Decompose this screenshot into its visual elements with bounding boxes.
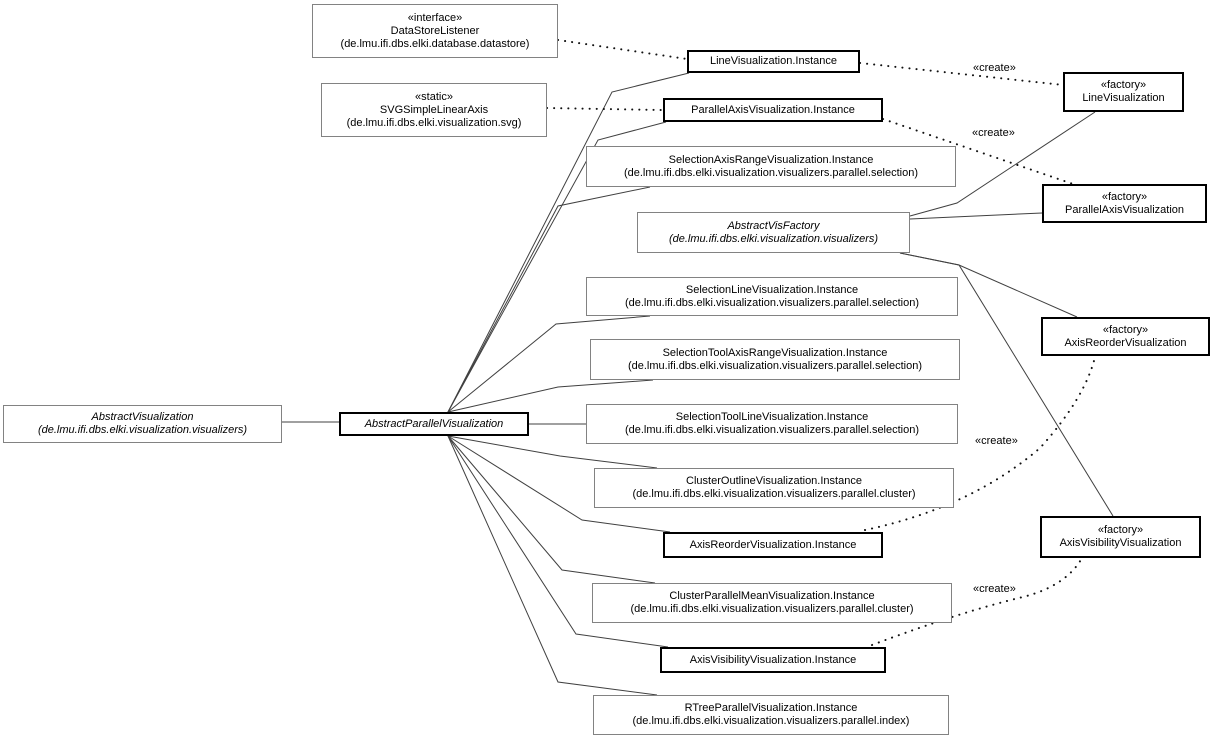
class-name: ClusterOutlineVisualization.Instance	[686, 475, 862, 487]
class-box-datastore-listener[interactable]	[312, 4, 558, 58]
class-name: SelectionToolLineVisualization.Instance	[675, 411, 869, 423]
class-box-parallel-axis-visualization-instance[interactable]	[663, 98, 883, 122]
class-name: AbstractVisFactory	[727, 219, 820, 232]
class-package: (de.lmu.ifi.dbs.elki.visualization.visualizers.parallel.selection)	[624, 296, 920, 309]
class-box-axis-visibility-visualization-instance[interactable]	[660, 647, 886, 673]
stereotype-factory: «factory»	[1101, 190, 1148, 203]
edge-abstractvisfactory-factory-parallelaxis	[910, 213, 1042, 219]
class-box-factory-axis-visibility-visualization[interactable]	[1040, 516, 1201, 558]
class-box-abstract-parallel-visualization[interactable]	[339, 412, 529, 436]
class-box-factory-parallel-axis-visualization[interactable]	[1042, 184, 1207, 223]
create-label-axis-visibility-visualization: «create»	[973, 583, 1016, 595]
class-name: AxisReorderVisualization.Instance	[689, 538, 857, 551]
edge-hub-clusterparallelmean-instance	[448, 436, 655, 583]
class-name: DataStoreListener	[390, 24, 480, 37]
create-label-parallel-axis-visualization: «create»	[972, 127, 1015, 139]
class-box-svg-simple-linear-axis[interactable]	[321, 83, 547, 137]
stereotype-interface: «interface»	[407, 11, 463, 24]
stereotype-factory: «factory»	[1100, 79, 1147, 91]
class-package: (de.lmu.ifi.dbs.elki.visualization.visualizers.parallel.selection)	[623, 166, 919, 179]
class-name: SelectionToolAxisRangeVisualization.Instance	[662, 346, 888, 359]
class-box-abstract-vis-factory[interactable]	[637, 212, 910, 253]
class-name: ClusterParallelMeanVisualization.Instance	[669, 590, 875, 602]
class-package: (de.lmu.ifi.dbs.elki.visualization.visualizers.parallel.cluster)	[632, 488, 916, 500]
class-box-line-visualization-instance[interactable]	[687, 50, 860, 73]
class-name: AxisVisibilityVisualization.Instance	[689, 653, 857, 666]
class-box-cluster-parallel-mean-visualization-instance[interactable]	[592, 583, 952, 623]
class-package: (de.lmu.ifi.dbs.elki.visualization.visualizers)	[668, 232, 879, 245]
class-box-abstract-visualization[interactable]	[3, 405, 282, 443]
class-package: (de.lmu.ifi.dbs.elki.visualization.svg)	[346, 116, 522, 129]
class-name: SelectionLineVisualization.Instance	[685, 283, 859, 296]
class-name: AbstractVisualization	[91, 411, 194, 423]
class-package: (de.lmu.ifi.dbs.elki.visualization.visualizers.parallel.index)	[632, 715, 910, 727]
class-name: AxisReorderVisualization	[1064, 336, 1187, 349]
dotted-svgsimplelinearaxis-parallelaxisvisualization-instance	[547, 108, 663, 110]
stereotype-factory: «factory»	[1097, 524, 1144, 536]
class-box-factory-axis-reorder-visualization[interactable]	[1041, 317, 1210, 356]
class-name: RTreeParallelVisualization.Instance	[684, 702, 858, 714]
class-name: ParallelAxisVisualization.Instance	[691, 103, 855, 116]
dotted-create-linevisualization	[860, 63, 1063, 85]
class-box-selection-axis-range-visualization-instance[interactable]	[586, 146, 956, 187]
class-name: LineVisualization	[1082, 92, 1165, 104]
class-package: (de.lmu.ifi.dbs.elki.visualization.visualizers.parallel.selection)	[627, 359, 923, 372]
class-package: (de.lmu.ifi.dbs.elki.visualization.visualizers.parallel.cluster)	[630, 603, 914, 615]
class-box-selection-tool-line-visualization-instance[interactable]	[586, 404, 958, 444]
class-box-rtree-parallel-visualization-instance[interactable]	[593, 695, 949, 735]
class-box-cluster-outline-visualization-instance[interactable]	[594, 468, 954, 508]
class-package: (de.lmu.ifi.dbs.elki.visualization.visualizers.parallel.selection)	[624, 424, 920, 436]
class-box-selection-line-visualization-instance[interactable]	[586, 277, 958, 316]
create-label-line-visualization: «create»	[973, 62, 1016, 74]
class-name: AxisVisibilityVisualization	[1059, 537, 1182, 549]
create-label-axis-reorder-visualization: «create»	[975, 435, 1018, 447]
class-package: (de.lmu.ifi.dbs.elki.database.datastore)	[340, 37, 530, 50]
class-name: AbstractParallelVisualization	[364, 417, 504, 430]
class-box-factory-line-visualization[interactable]	[1063, 72, 1184, 112]
class-package: (de.lmu.ifi.dbs.elki.visualization.visualizers)	[37, 424, 248, 436]
class-box-axis-reorder-visualization-instance[interactable]	[663, 532, 883, 558]
dotted-datastorelistener-linevisualization-instance	[558, 40, 687, 59]
class-name: LineVisualization.Instance	[710, 55, 837, 67]
stereotype-factory: «factory»	[1102, 323, 1149, 336]
class-box-selection-tool-axis-range-visualization-instance[interactable]	[590, 339, 960, 380]
stereotype-static: «static»	[415, 90, 453, 103]
class-name: ParallelAxisVisualization	[1064, 203, 1185, 216]
class-name: SelectionAxisRangeVisualization.Instance	[668, 153, 874, 166]
class-name: SVGSimpleLinearAxis	[379, 103, 489, 116]
